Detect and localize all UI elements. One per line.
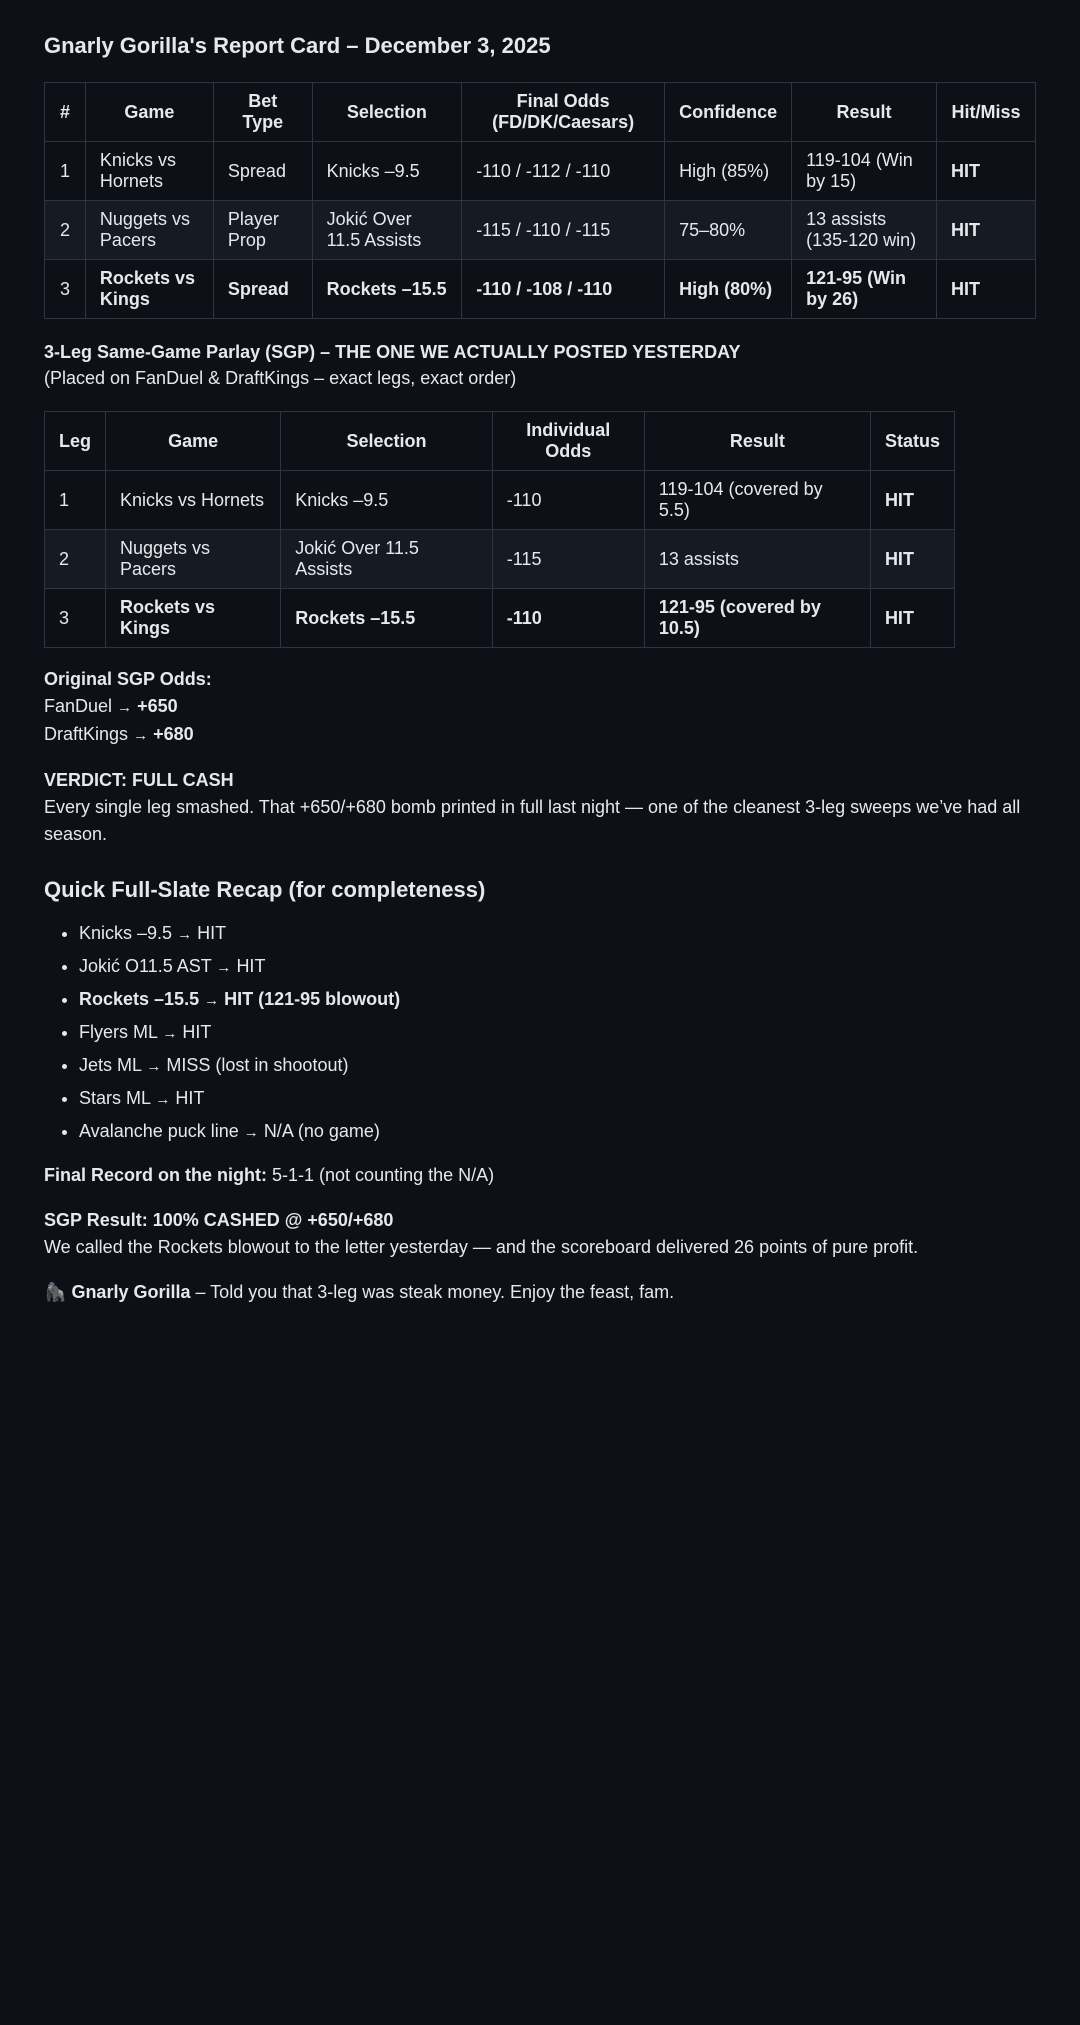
draftkings-value: +680 <box>153 724 194 744</box>
header-odds-line1: Final Odds <box>516 91 610 111</box>
header-game: Game <box>85 83 213 142</box>
fanduel-label: FanDuel <box>44 696 113 716</box>
row-selection: Jokić Over 11.5 Assists <box>312 201 462 260</box>
sgp-table <box>44 411 955 648</box>
verdict-label: VERDICT: FULL CASH <box>44 770 234 790</box>
row-num: 2 <box>45 201 86 260</box>
recap-list <box>44 920 1036 1146</box>
recap-outcome: HIT <box>182 1022 212 1042</box>
recap-pick: Stars ML <box>79 1088 151 1108</box>
row-result: 13 assists <box>644 530 870 589</box>
header-confidence: Confidence <box>665 83 792 142</box>
row-leg: 1 <box>45 471 106 530</box>
sgp-heading: 3-Leg Same-Game Parlay (SGP) – THE ONE WE ACTUALLY POSTED YESTERDAY <box>44 342 741 362</box>
row-game: Rockets vs Kings <box>85 260 213 319</box>
signoff-text: – Told you that 3-leg was steak money. Enjoy the feast, fam. <box>195 1282 675 1302</box>
row-game: Knicks vs Hornets <box>106 471 281 530</box>
report-table <box>44 82 1036 319</box>
sgp-subheading: (Placed on FanDuel & DraftKings – exact legs, exact order) <box>44 368 517 388</box>
verdict-text: Every single leg smashed. That +650/+680 bomb printed in full last night — one of the cleanest 3-leg sweeps we’ve had all season. <box>44 797 1021 844</box>
row-odds: -110 / -108 / -110 <box>462 260 665 319</box>
header-hit-miss: Hit/Miss <box>936 83 1035 142</box>
header-selection: Selection <box>312 83 462 142</box>
sgp-intro <box>44 339 1036 391</box>
row-confidence: High (85%) <box>665 142 792 201</box>
recap-pick: Rockets –15.5 <box>79 989 200 1009</box>
recap-pick: Avalanche puck line <box>79 1121 239 1141</box>
row-result: 121-95 (Win by 26) <box>792 260 937 319</box>
recap-pick: Jets ML <box>79 1055 142 1075</box>
row-odds: -110 <box>492 589 644 648</box>
row-odds: -110 <box>492 471 644 530</box>
row-num: 3 <box>45 260 86 319</box>
row-selection: Knicks –9.5 <box>281 471 493 530</box>
recap-outcome: N/A (no game) <box>263 1121 380 1141</box>
original-odds-block <box>44 666 1036 749</box>
recap-pick: Flyers ML <box>79 1022 158 1042</box>
table-row <box>45 589 955 648</box>
header-selection: Selection <box>281 412 493 471</box>
row-hit-miss: HIT <box>936 260 1035 319</box>
header-bet-type: Bet Type <box>213 83 312 142</box>
arrow-icon: → <box>133 727 149 744</box>
arrow-icon: → <box>146 1058 162 1075</box>
list-item <box>79 1118 1036 1146</box>
list-item <box>79 920 1036 948</box>
recap-outcome: HIT (121-95 blowout) <box>224 989 401 1009</box>
table-row <box>45 201 1036 260</box>
table-row <box>45 471 955 530</box>
row-confidence: High (80%) <box>665 260 792 319</box>
arrow-icon: → <box>243 1124 259 1141</box>
page-title: Gnarly Gorilla's Report Card – December 3, 2025 <box>44 33 551 58</box>
row-odds: -115 <box>492 530 644 589</box>
list-item <box>79 1052 1036 1080</box>
final-record-value: 5-1-1 (not counting the N/A) <box>272 1165 495 1185</box>
row-game: Nuggets vs Pacers <box>85 201 213 260</box>
row-status: HIT <box>870 589 954 648</box>
row-bet-type: Spread <box>213 260 312 319</box>
sgp-table-header <box>45 412 955 471</box>
list-item <box>79 953 1036 981</box>
row-game: Rockets vs Kings <box>106 589 281 648</box>
row-game: Knicks vs Hornets <box>85 142 213 201</box>
arrow-icon: → <box>155 1091 171 1108</box>
final-record <box>44 1162 1036 1189</box>
arrow-icon: → <box>204 992 220 1009</box>
row-bet-type: Spread <box>213 142 312 201</box>
draftkings-label: DraftKings <box>44 724 129 744</box>
gorilla-icon: 🦍 <box>44 1282 67 1303</box>
recap-outcome: HIT <box>197 923 227 943</box>
signoff-name: Gnarly Gorilla <box>71 1282 191 1302</box>
header-final-odds <box>462 83 665 142</box>
header-result: Result <box>792 83 937 142</box>
header-game: Game <box>106 412 281 471</box>
row-selection: Rockets –15.5 <box>281 589 493 648</box>
row-odds: -110 / -112 / -110 <box>462 142 665 201</box>
row-selection: Knicks –9.5 <box>312 142 462 201</box>
arrow-icon: → <box>117 699 133 716</box>
list-item <box>79 986 1036 1014</box>
row-odds: -115 / -110 / -115 <box>462 201 665 260</box>
row-leg: 2 <box>45 530 106 589</box>
arrow-icon: → <box>177 926 193 943</box>
row-result: 121-95 (covered by 10.5) <box>644 589 870 648</box>
original-odds-label: Original SGP Odds: <box>44 669 212 689</box>
sgp-result-text: We called the Rockets blowout to the letter yesterday — and the scoreboard delivered 26 points of pure profit. <box>44 1237 919 1257</box>
row-status: HIT <box>870 530 954 589</box>
row-selection: Rockets –15.5 <box>312 260 462 319</box>
row-selection: Jokić Over 11.5 Assists <box>281 530 493 589</box>
row-result: 119-104 (Win by 15) <box>792 142 937 201</box>
header-odds-line2: (FD/DK/Caesars) <box>492 112 635 132</box>
header-status: Status <box>870 412 954 471</box>
table-row <box>45 142 1036 201</box>
report-table-header <box>45 83 1036 142</box>
header-individual-odds: Individual Odds <box>492 412 644 471</box>
sgp-result-block <box>44 1207 1036 1261</box>
table-row <box>45 530 955 589</box>
row-hit-miss: HIT <box>936 201 1035 260</box>
sgp-result-label: SGP Result: 100% CASHED @ +650/+680 <box>44 1210 394 1230</box>
recap-heading: Quick Full-Slate Recap (for completeness) <box>44 877 486 902</box>
row-result: 119-104 (covered by 5.5) <box>644 471 870 530</box>
verdict-block <box>44 767 1036 848</box>
row-hit-miss: HIT <box>936 142 1035 201</box>
header-leg: Leg <box>45 412 106 471</box>
row-bet-type: Player Prop <box>213 201 312 260</box>
arrow-icon: → <box>162 1025 178 1042</box>
signoff <box>44 1279 1036 1306</box>
fanduel-odds <box>44 693 1036 721</box>
row-result: 13 assists (135-120 win) <box>792 201 937 260</box>
row-leg: 3 <box>45 589 106 648</box>
row-num: 1 <box>45 142 86 201</box>
table-row <box>45 260 1036 319</box>
final-record-label: Final Record on the night: <box>44 1165 267 1185</box>
recap-outcome: MISS (lost in shootout) <box>166 1055 349 1075</box>
row-confidence: 75–80% <box>665 201 792 260</box>
recap-pick: Knicks –9.5 <box>79 923 173 943</box>
recap-outcome: HIT <box>175 1088 205 1108</box>
list-item <box>79 1019 1036 1047</box>
row-game: Nuggets vs Pacers <box>106 530 281 589</box>
draftkings-odds <box>44 721 1036 749</box>
list-item <box>79 1085 1036 1113</box>
header-num: # <box>45 83 86 142</box>
fanduel-value: +650 <box>137 696 178 716</box>
arrow-icon: → <box>216 959 232 976</box>
header-result: Result <box>644 412 870 471</box>
row-status: HIT <box>870 471 954 530</box>
recap-pick: Jokić O11.5 AST <box>79 956 212 976</box>
recap-outcome: HIT <box>236 956 266 976</box>
